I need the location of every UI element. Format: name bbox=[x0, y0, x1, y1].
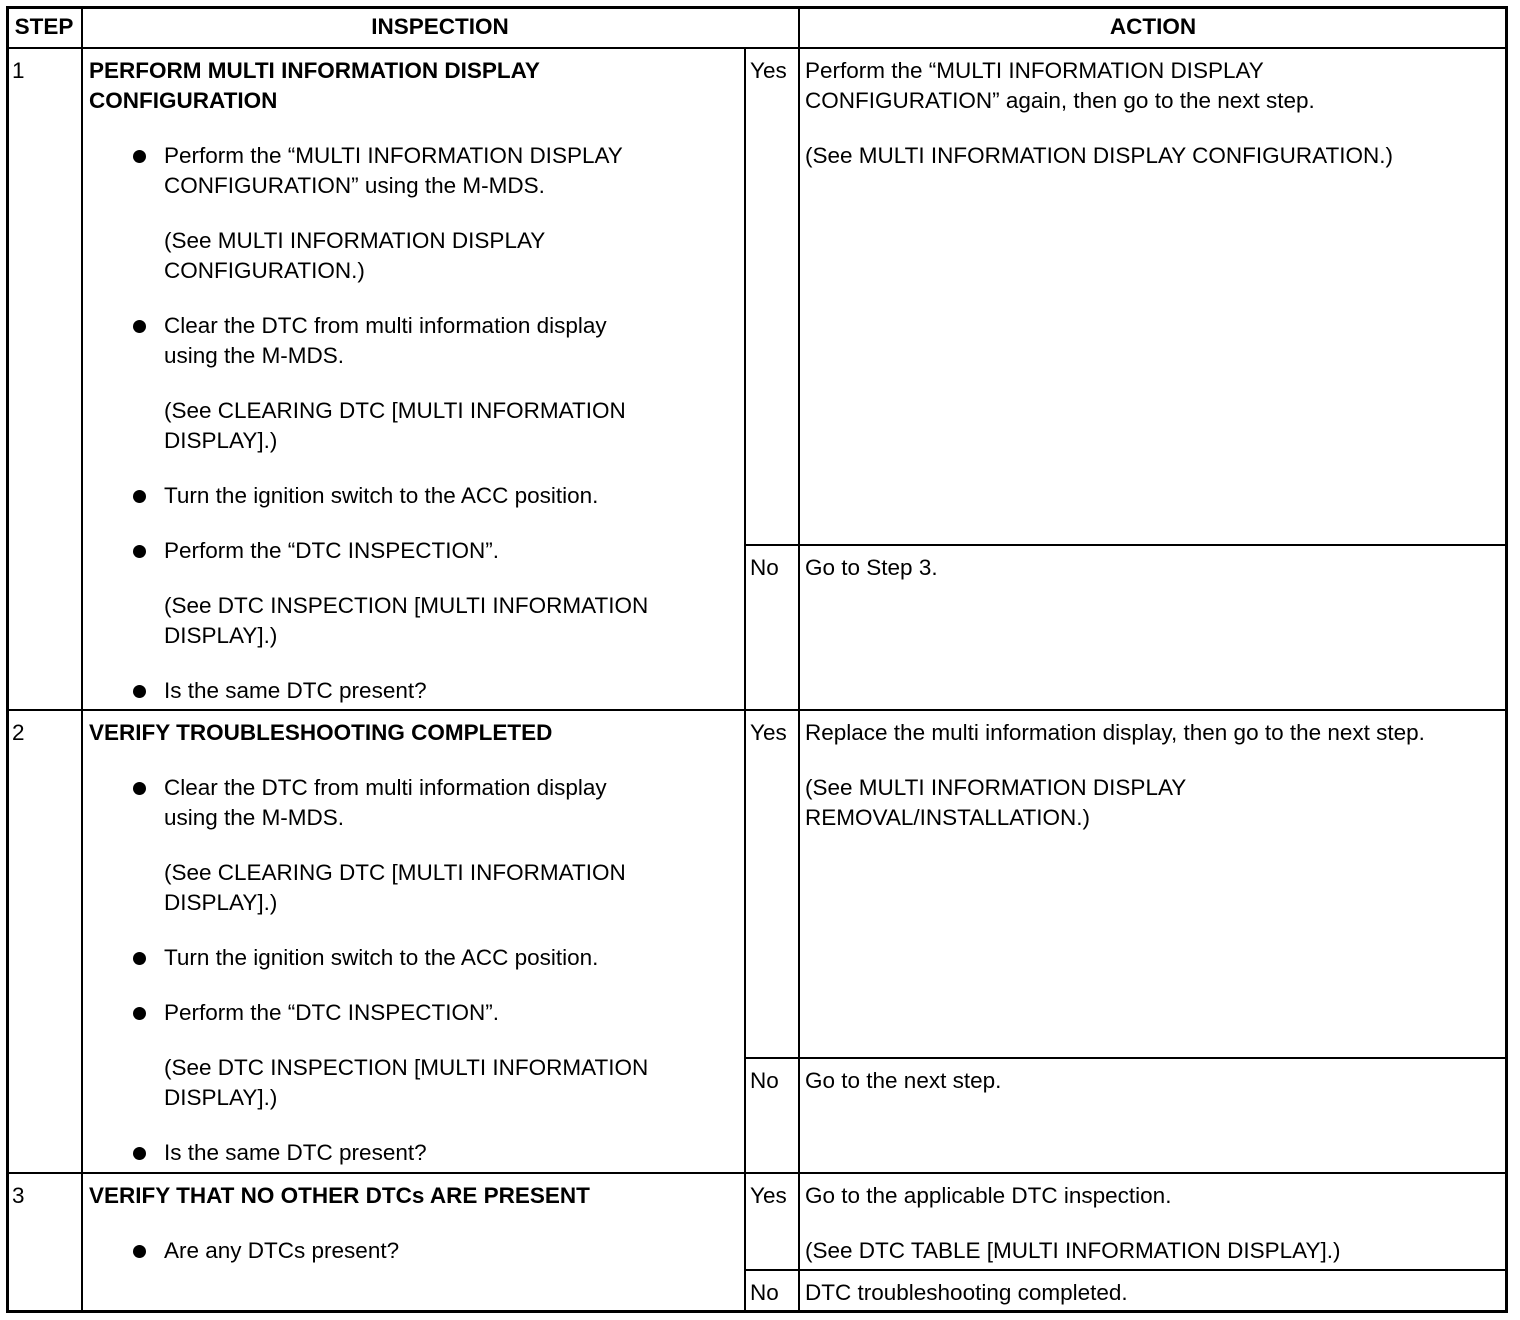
bullet-icon bbox=[133, 685, 146, 698]
yes-action: Go to the applicable DTC inspection. bbox=[805, 1183, 1172, 1208]
inspection-reference: (See MULTI INFORMATION DISPLAY bbox=[164, 228, 546, 253]
inspection-item: Turn the ignition switch to the ACC position. bbox=[164, 483, 599, 508]
header-divider bbox=[6, 47, 1508, 49]
inspection-item: CONFIGURATION” using the M-MDS. bbox=[164, 173, 545, 198]
table-border bbox=[6, 6, 1508, 1313]
yes-action: Replace the multi information display, then go to the next step. bbox=[805, 720, 1425, 745]
bullet-icon bbox=[133, 320, 146, 333]
yes-reference: (See DTC TABLE [MULTI INFORMATION DISPLAY].) bbox=[805, 1238, 1341, 1263]
bullet-icon bbox=[133, 952, 146, 965]
inspection-item: Turn the ignition switch to the ACC position. bbox=[164, 945, 599, 970]
column-divider-action bbox=[798, 48, 800, 1313]
no-label: No bbox=[750, 1068, 779, 1093]
bullet-icon bbox=[133, 545, 146, 558]
bullet-icon bbox=[133, 1007, 146, 1020]
header-action: ACTION bbox=[1109, 14, 1197, 39]
step-number: 1 bbox=[12, 58, 25, 83]
no-label: No bbox=[750, 1280, 779, 1305]
inspection-item: Perform the “DTC INSPECTION”. bbox=[164, 1000, 500, 1025]
bullet-icon bbox=[133, 1147, 146, 1160]
no-label: No bbox=[750, 555, 779, 580]
yes-action: Perform the “MULTI INFORMATION DISPLAY bbox=[805, 58, 1264, 83]
inspection-question: Is the same DTC present? bbox=[164, 1140, 427, 1165]
inspection-item: Clear the DTC from multi information display bbox=[164, 775, 607, 800]
inspection-reference: (See CLEARING DTC [MULTI INFORMATION bbox=[164, 398, 626, 423]
row1-yesno-divider bbox=[744, 544, 1508, 546]
yes-reference: (See MULTI INFORMATION DISPLAY bbox=[805, 775, 1187, 800]
no-action: Go to the next step. bbox=[805, 1068, 1002, 1093]
step-title: VERIFY TROUBLESHOOTING COMPLETED bbox=[89, 720, 553, 745]
inspection-reference: (See DTC INSPECTION [MULTI INFORMATION bbox=[164, 1055, 649, 1080]
column-divider-yesno bbox=[744, 48, 746, 1313]
inspection-reference: (See DTC INSPECTION [MULTI INFORMATION bbox=[164, 593, 649, 618]
no-action: Go to Step 3. bbox=[805, 555, 938, 580]
step-number: 2 bbox=[12, 720, 25, 745]
inspection-item: Perform the “DTC INSPECTION”. bbox=[164, 538, 500, 563]
inspection-question: Is the same DTC present? bbox=[164, 678, 427, 703]
header-inspection: INSPECTION bbox=[371, 14, 509, 39]
yes-reference: (See MULTI INFORMATION DISPLAY CONFIGURATION.) bbox=[805, 143, 1393, 168]
step-title: PERFORM MULTI INFORMATION DISPLAY bbox=[89, 58, 540, 83]
row1-divider bbox=[6, 709, 1508, 711]
bullet-icon bbox=[133, 150, 146, 163]
yes-label: Yes bbox=[750, 1183, 787, 1208]
inspection-item: Perform the “MULTI INFORMATION DISPLAY bbox=[164, 143, 623, 168]
yes-reference: REMOVAL/INSTALLATION.) bbox=[805, 805, 1091, 830]
inspection-reference: DISPLAY].) bbox=[164, 428, 278, 453]
step-title: CONFIGURATION bbox=[89, 88, 278, 113]
row3-yesno-divider bbox=[744, 1269, 1508, 1271]
header-step: STEP bbox=[14, 14, 74, 39]
troubleshooting-table bbox=[6, 6, 1508, 1313]
bullet-icon bbox=[133, 1245, 146, 1258]
bullet-icon bbox=[133, 782, 146, 795]
step-number: 3 bbox=[12, 1183, 25, 1208]
column-divider-step bbox=[81, 6, 83, 1313]
inspection-question: Are any DTCs present? bbox=[164, 1238, 400, 1263]
inspection-reference: DISPLAY].) bbox=[164, 623, 278, 648]
inspection-item: Clear the DTC from multi information display bbox=[164, 313, 607, 338]
yes-label: Yes bbox=[750, 720, 787, 745]
inspection-item: using the M-MDS. bbox=[164, 805, 345, 830]
no-action: DTC troubleshooting completed. bbox=[805, 1280, 1128, 1305]
bullet-icon bbox=[133, 490, 146, 503]
row2-yesno-divider bbox=[744, 1057, 1508, 1059]
inspection-reference: DISPLAY].) bbox=[164, 1085, 278, 1110]
yes-label: Yes bbox=[750, 58, 787, 83]
row2-divider bbox=[6, 1172, 1508, 1174]
inspection-reference: DISPLAY].) bbox=[164, 890, 278, 915]
yes-action: CONFIGURATION” again, then go to the next step. bbox=[805, 88, 1315, 113]
step-title: VERIFY THAT NO OTHER DTCs ARE PRESENT bbox=[89, 1183, 590, 1208]
inspection-item: using the M-MDS. bbox=[164, 343, 345, 368]
inspection-reference: CONFIGURATION.) bbox=[164, 258, 365, 283]
inspection-reference: (See CLEARING DTC [MULTI INFORMATION bbox=[164, 860, 626, 885]
